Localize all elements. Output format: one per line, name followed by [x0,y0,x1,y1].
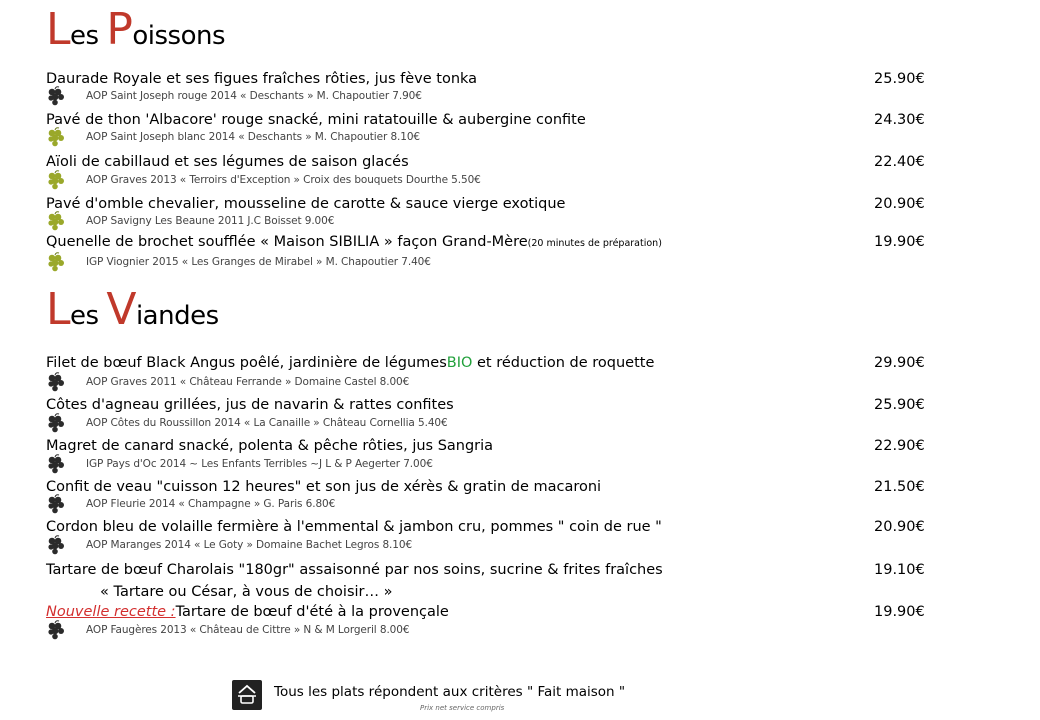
dish-note: (20 minutes de préparation) [527,238,662,249]
dish-row [46,195,946,213]
bio-label: BIO [446,355,473,371]
wine-text: AOP Graves 2011 « Château Ferrande » Domaine Castel 8.00€ [86,376,410,388]
dish-row [46,603,946,621]
wine-pairing [46,213,746,233]
dish-row [46,518,946,536]
dish-name: Pavé de thon 'Albacore' rouge snacké, mini ratatouille & aubergine confite [46,112,586,128]
dish-price: 25.90€ [874,71,925,87]
wine-text: IGP Pays d'Oc 2014 ~ Les Enfants Terribles ~J L & P Aegerter 7.00€ [86,458,433,470]
title-cap-letter: L [46,4,71,55]
dish-name: Tartare de bœuf Charolais "180gr" assaisonné par nos soins, sucrine & frites fraîches [46,562,663,578]
wine-pairing [46,172,746,192]
white-grape-icon [46,252,66,274]
wine-text: AOP Maranges 2014 « Le Goty » Domaine Bachet Legros 8.10€ [86,539,413,551]
wine-pairing [46,88,746,108]
dish-name: Magret de canard snacké, polenta & pêche rôties, jus Sangria [46,438,494,454]
white-grape-icon [46,127,66,149]
new-recipe-label: Nouvelle recette : [46,604,176,620]
wine-pairing [46,374,746,394]
house-pan-icon [232,680,262,710]
wine-pairing [46,254,746,274]
dish-name-continued: et réduction de roquette [472,355,655,371]
dish-row [46,396,946,414]
wine-text: AOP Saint Joseph rouge 2014 « Deschants » M. Chapoutier 7.90€ [86,90,422,102]
dish-subline: « Tartare ou César, à vous de choisir… » [100,584,393,600]
dish-name: Daurade Royale et ses figues fraîches rôties, jus fève tonka [46,71,478,87]
dish-row [46,233,946,253]
dish-row [46,561,946,579]
dish-price: 22.90€ [874,438,925,454]
dish-row [46,478,946,496]
wine-pairing [46,415,746,435]
wine-pairing [46,496,746,516]
white-grape-icon [46,211,66,233]
wine-pairing [46,456,746,476]
dish-price: 19.90€ [874,604,925,620]
wine-text: AOP Côtes du Roussillon 2014 « La Canaille » Château Cornellia 5.40€ [86,417,448,429]
dish-price: 20.90€ [874,519,925,535]
wine-text: AOP Savigny Les Beaune 2011 J.C Boisset 9.00€ [86,215,335,227]
dish-name: Quenelle de brochet soufflée « Maison SIBILIA » façon Grand-Mère [46,234,528,250]
section-title-poissons [46,4,225,55]
dish-row [46,354,946,372]
dish-price: 29.90€ [874,355,925,371]
wine-text: AOP Fleurie 2014 « Champagne » G. Paris 6.80€ [86,498,336,510]
dish-price: 19.10€ [874,562,925,578]
wine-text: AOP Faugères 2013 « Château de Cittre » N & M Lorgeril 8.00€ [86,624,410,636]
dish-price: 19.90€ [874,234,925,250]
dish-price: 24.30€ [874,112,925,128]
dish-name: Cordon bleu de volaille fermière à l'emmental & jambon cru, pommes " coin de rue " [46,519,662,535]
dish-name: Pavé d'omble chevalier, mousseline de carotte & sauce vierge exotique [46,196,566,212]
wine-pairing [46,537,746,557]
wine-text: AOP Graves 2013 « Terroirs d'Exception » Croix des bouquets Dourthe 5.50€ [86,174,481,186]
wine-text: AOP Saint Joseph blanc 2014 « Deschants » M. Chapoutier 8.10€ [86,131,420,143]
dish-price: 25.90€ [874,397,925,413]
dish-name: Côtes d'agneau grillées, jus de navarin & rattes confites [46,397,454,413]
title-rest: es [70,21,107,51]
dish-price: 21.50€ [874,479,925,495]
fait-maison-logo-icon [232,680,262,710]
white-grape-icon [46,170,66,192]
title-cap-letter: P [106,4,133,55]
section-title-viandes [46,284,219,335]
dish-price: 22.40€ [874,154,925,170]
dish-name: Tartare de bœuf d'été à la provençale [175,604,449,620]
price-note: Prix net service compris [420,704,505,712]
dish-row [46,111,946,129]
title-rest: iandes [135,301,219,331]
red-grape-icon [46,86,66,108]
fait-maison-text: Tous les plats répondent aux critères " Fait maison " [274,684,626,700]
footer [232,680,732,716]
dish-row [46,153,946,171]
wine-pairing [46,129,746,149]
wine-text: IGP Viognier 2015 « Les Granges de Mirabel » M. Chapoutier 7.40€ [86,256,431,268]
dish-name: Filet de bœuf Black Angus poêlé, jardinière de légumes [46,355,447,371]
red-grape-icon [46,535,66,557]
dish-row [46,437,946,455]
red-grape-icon [46,372,66,394]
red-grape-icon [46,620,66,642]
dish-name: Aïoli de cabillaud et ses légumes de saison glacés [46,154,409,170]
red-grape-icon [46,454,66,476]
red-grape-icon [46,413,66,435]
dish-row [46,70,946,88]
dish-name: Confit de veau "cuisson 12 heures" et son jus de xérès & gratin de macaroni [46,479,602,495]
wine-pairing [46,622,746,642]
dish-price: 20.90€ [874,196,925,212]
title-cap-letter: V [106,284,136,335]
red-grape-icon [46,494,66,516]
title-cap-letter: L [46,284,71,335]
title-rest: es [70,301,107,331]
title-rest: oissons [132,21,226,51]
